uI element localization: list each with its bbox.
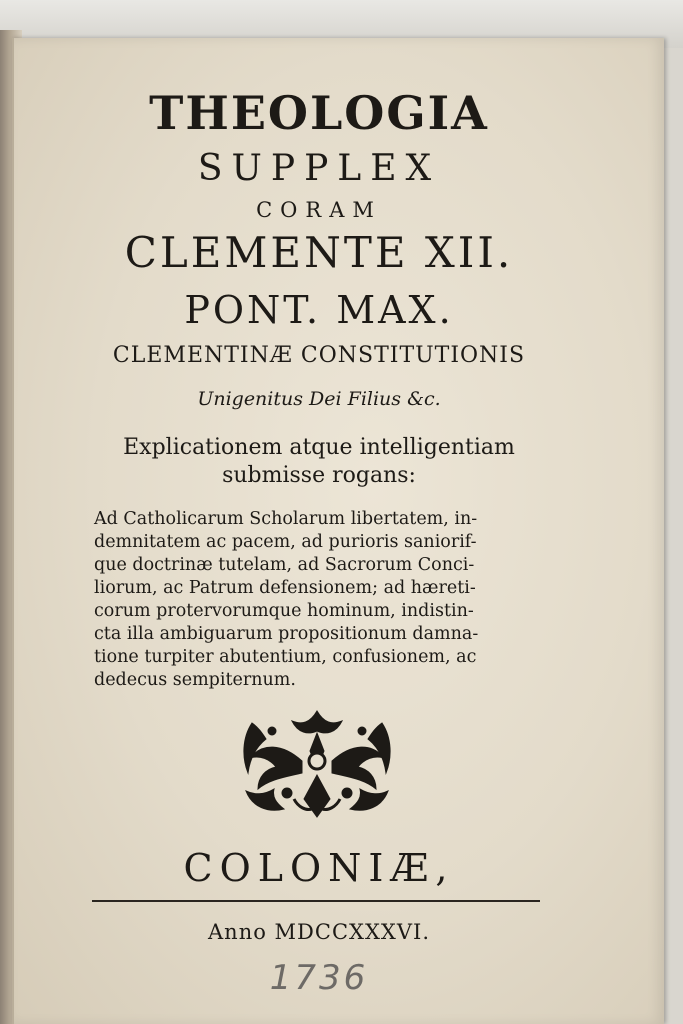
paragraph-line: dedecus sempiternum. <box>94 670 296 690</box>
paragraph-line: Ad Catholicarum Scholarum libertatem, in- <box>94 509 478 529</box>
paragraph-line: que doctrinæ tutelam, ad Sacrorum Conci- <box>94 555 475 575</box>
printers-ornament-icon <box>232 703 402 823</box>
subtitle-unigenitus: Unigenitus Dei Filius &c. <box>197 388 441 410</box>
paragraph-line: corum protervorumque hominum, indistin- <box>94 601 474 621</box>
handwritten-year: 1736 <box>269 958 369 998</box>
title-clemente: CLEMENTE XII. <box>124 228 514 277</box>
paragraph-line: demnitatem ac pacem, ad purioris saniorif- <box>94 532 477 552</box>
imprint-place: COLONIÆ, <box>183 846 455 890</box>
title-page <box>12 38 664 1024</box>
subtitle-line-1: Explicationem atque intelligentiam <box>123 435 515 460</box>
subtitle-line-2: submisse rogans: <box>222 463 416 488</box>
description-paragraph <box>94 508 534 692</box>
paragraph-line: tione turpiter abutentium, confusionem, ac <box>94 647 477 667</box>
imprint-rule <box>92 900 540 902</box>
paragraph-line: liorum, ac Patrum defensionem; ad hæreti- <box>94 578 476 598</box>
title-theologia: THEOLOGIA <box>149 86 489 140</box>
subtitle-explicationem <box>14 434 624 490</box>
title-supplex: SUPPLEX <box>197 148 441 189</box>
title-coram: CORAM <box>256 198 382 222</box>
subtitle-constitutionis: CLEMENTINÆ CONSTITUTIONIS <box>112 343 526 368</box>
paragraph-line: cta illa ambiguarum propositionum damna- <box>94 624 479 644</box>
imprint-year: Anno MDCCXXXVI. <box>208 920 430 944</box>
title-pont-max: PONT. MAX. <box>184 288 454 332</box>
